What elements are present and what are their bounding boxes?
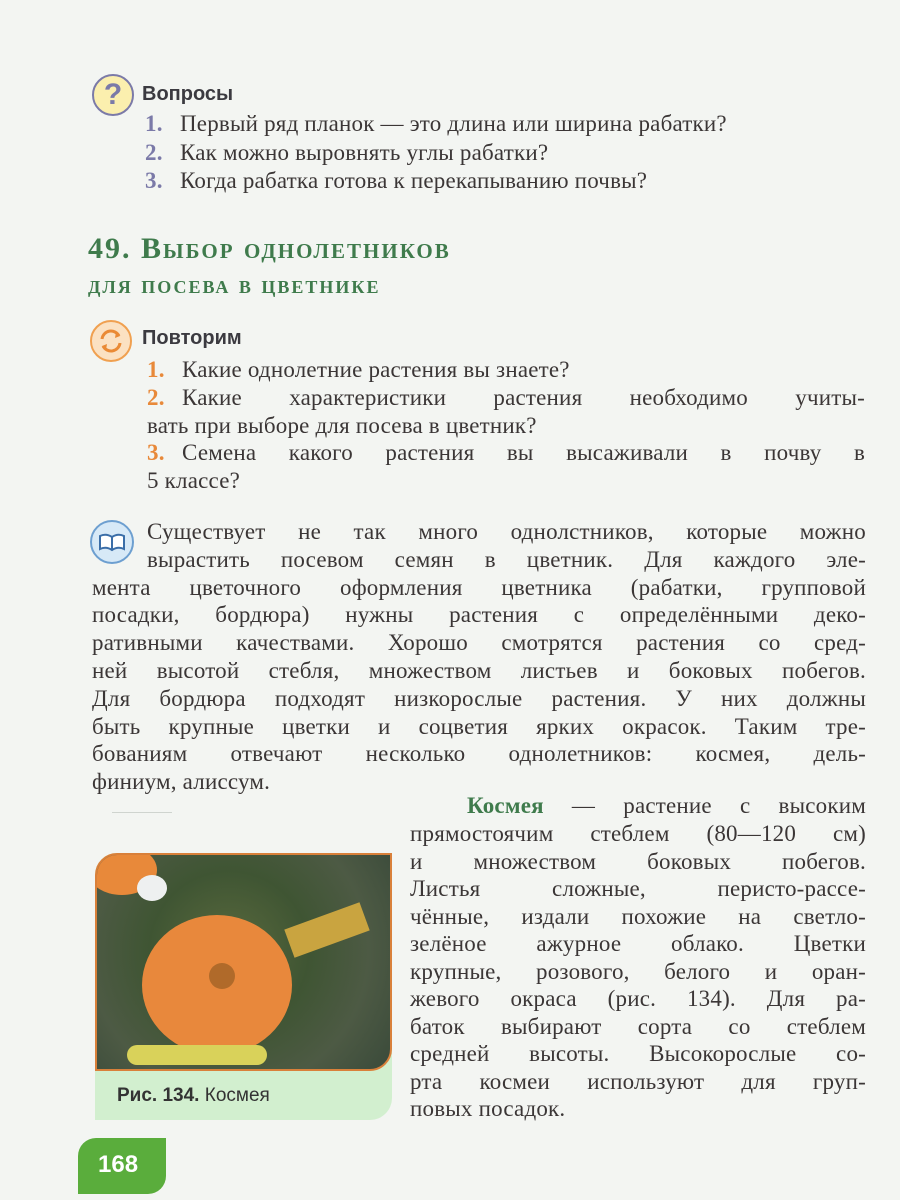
kosmeya-photo	[95, 853, 392, 1071]
review-label: Повторим	[142, 327, 242, 349]
paragraph-line: посадки, бордюра) нужны растения с определёнными деко-	[92, 602, 866, 628]
repeat-icon	[90, 320, 132, 362]
question-text: Как можно выровнять углы рабатки?	[180, 139, 549, 165]
kosmeya-line: жевого окраса (рис. 134). Для ра-	[410, 986, 866, 1011]
page-number: 168	[98, 1151, 139, 1178]
paragraph-line: бованиям отвечают несколько однолетников: космея, дель-	[92, 741, 866, 767]
paragraph-line: ней высотой стебля, множеством листьев и боковых побегов.	[92, 658, 866, 683]
kosmeya-line: средней высоты. Высокорослые со-	[410, 1041, 866, 1066]
review-number: 2.	[147, 384, 165, 410]
paragraph-line: Для бордюра подходят низкорослые растения. У них должны	[92, 685, 866, 711]
paragraph-line: ративными качествами. Хорошо смотрятся растения со сред-	[92, 630, 866, 656]
book-icon	[90, 520, 134, 564]
review-text: Какие характеристики растения необходимо учиты-	[182, 384, 865, 410]
question-number: 2.	[145, 139, 163, 165]
review-text: Какие однолетние растения вы знаете?	[182, 357, 570, 382]
kosmeya-line: крупные, розового, белого и оран-	[410, 958, 866, 984]
review-text: вать при выборе для посева в цветник?	[147, 412, 537, 438]
section-title-line1: 49. Выбор однолетников	[88, 232, 451, 265]
question-text: Первый ряд планок — это длина или ширина рабатки?	[180, 111, 727, 136]
questions-label: Вопросы	[142, 83, 234, 105]
paragraph-line: вырастить посевом семян в цветник. Для каждого эле-	[147, 546, 866, 572]
page-number-tab	[78, 1138, 166, 1194]
kosmeya-line: и множеством боковых побегов.	[410, 848, 866, 874]
kosmeya-line: прямостоячим стеблем (80—120 см)	[410, 821, 866, 846]
kosmeya-term: Космея	[467, 793, 544, 818]
review-number: 1.	[147, 357, 165, 382]
review-text: Семена какого растения вы высаживали в почву в	[182, 440, 865, 466]
figure-134	[95, 853, 392, 1120]
figure-label: Рис. 134.	[117, 1085, 200, 1106]
figure-caption: Космея	[204, 1085, 270, 1106]
question-number: 3.	[145, 168, 163, 193]
question-icon: ?	[92, 74, 134, 116]
kosmeya-first-rest: — растение с высоким	[543, 793, 866, 818]
paragraph-line: мента цветочного оформления цветника (рабатки, групповой	[92, 574, 866, 600]
kosmeya-line: зелёное ажурное облако. Цветки	[410, 931, 866, 956]
paragraph-line: финиум, алиссум.	[92, 769, 271, 795]
section-title-line2: для посева в цветнике	[88, 270, 381, 299]
review-number: 3.	[147, 440, 165, 466]
kosmeya-line: повых посадок.	[410, 1096, 566, 1121]
paragraph-line: Существует не так много однолстников, которые можно	[147, 519, 866, 544]
kosmeya-line: рта космеи используют для груп-	[410, 1068, 866, 1094]
kosmeya-first-line	[467, 792, 866, 820]
review-text: 5 классе?	[147, 468, 241, 494]
kosmeya-line: Листья сложные, перисто-рассе-	[410, 876, 866, 901]
paragraph-line: быть крупные цветки и соцветия ярких окрасок. Таким тре-	[92, 713, 866, 739]
kosmeya-line: чённые, издали похожие на светло-	[410, 903, 866, 929]
kosmeya-line: баток выбирают сорта со стеблем	[410, 1013, 866, 1039]
divider	[112, 812, 172, 813]
question-number: 1.	[145, 111, 163, 136]
question-text: Когда рабатка готова к перекапыванию почвы?	[180, 168, 648, 193]
